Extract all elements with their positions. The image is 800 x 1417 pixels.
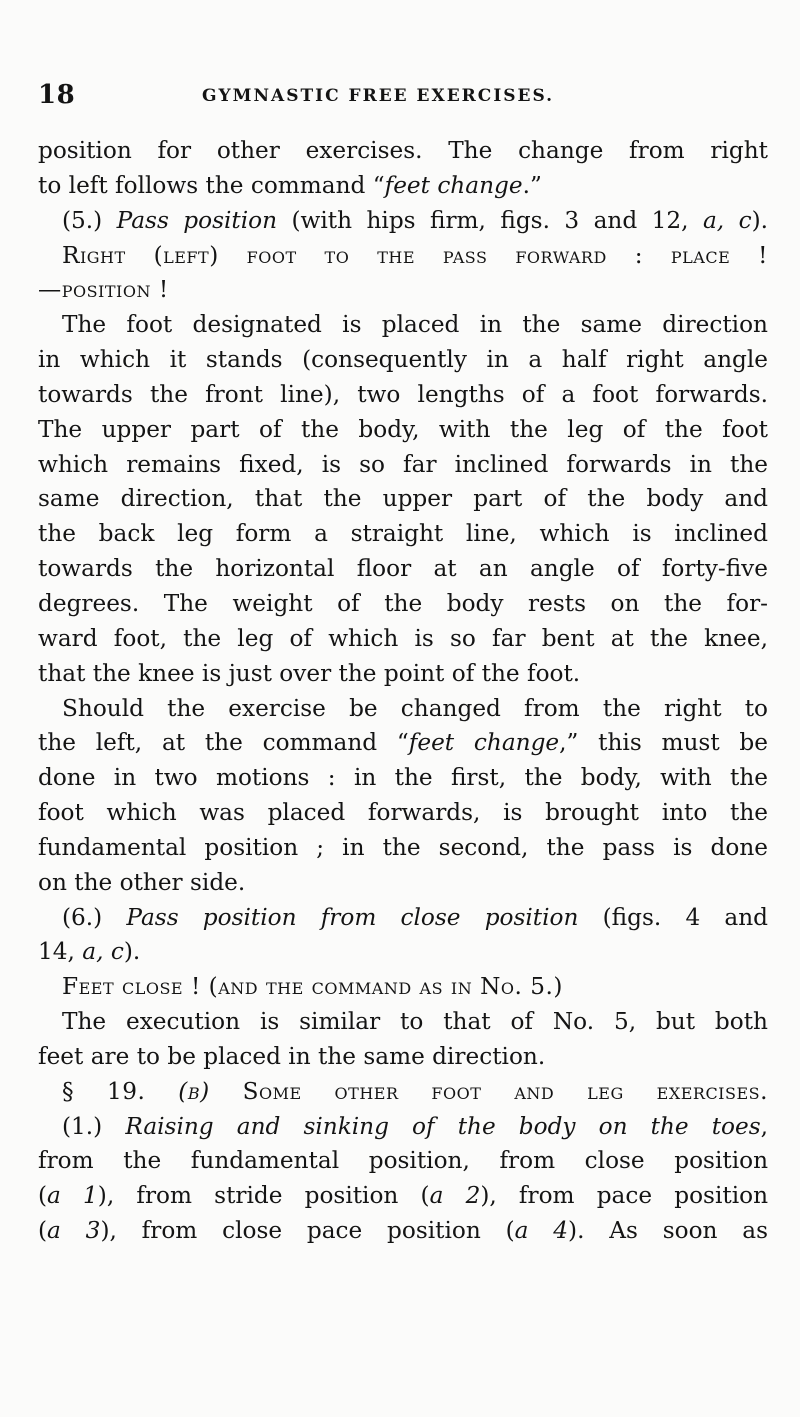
text-line: Should the exercise be changed from the right to [62,694,768,722]
text-line: the back leg form a straight line, which is inclined [38,520,768,548]
text-line: (1.) Raising and sinking of the body on the toes, [62,1112,768,1140]
text-line: from the fundamental position, from close position [38,1147,768,1175]
page-number: 18 [38,80,76,110]
text-line: ward foot, the leg of which is so far bent at the knee, [38,624,768,652]
page-header [38,80,762,120]
text-line: to left follows the command “feet change.” [38,171,542,199]
text-line: towards the front line), two lengths of a foot forwards. [38,380,768,408]
text-line: (a 1), from stride position (a 2), from pace position [38,1182,769,1210]
text-line: which remains fixed, is so far inclined forwards in the [38,450,768,478]
body-text [38,134,768,1249]
text-line: fundamental position ; in the second, the pass is done [38,833,768,861]
text-line: degrees. The weight of the body rests on the for- [38,589,768,617]
text-line: feet are to be placed in the same direction. [38,1042,546,1070]
running-title: GYMNASTIC FREE EXERCISES. [202,86,555,106]
text-line: The execution is similar to that of No. 5, but both [62,1008,768,1036]
text-line: (5.) Pass position (with hips firm, figs. 3 and 12, a, c). [62,206,768,234]
text-line: (a 3), from close pace position (a 4). As soon as [38,1217,769,1245]
text-line: The foot designated is placed in the same direction [62,311,768,339]
text-line: foot which was placed forwards, is brought into the [38,799,768,827]
text-line: towards the horizontal floor at an angle of forty-five [38,555,768,583]
text-line: the left, at the command “feet change,” this must be [38,729,768,757]
text-line: 14, a, c). [38,938,141,966]
text-line: in which it stands (consequently in a half right angle [38,346,768,374]
command-line: Feet close ! (and the command as in No. 5.) [62,973,563,1001]
text-line: The upper part of the body, with the leg of the foot [38,415,768,443]
text-line: (6.) Pass position from close position (figs. 4 and [62,903,768,931]
command-line: —position ! [38,276,169,304]
text-line: that the knee is just over the point of the foot. [38,659,581,687]
text-line: position for other exercises. The change from right [38,137,768,164]
text-line: done in two motions : in the first, the body, with the [38,764,768,792]
command-line: Right (left) foot to the pass forward : place ! [62,241,768,269]
text-line: on the other side. [38,868,246,896]
section-heading: § 19. (b) Some other foot and leg exercises. [62,1077,768,1105]
text-line: same direction, that the upper part of the body and [38,485,768,513]
